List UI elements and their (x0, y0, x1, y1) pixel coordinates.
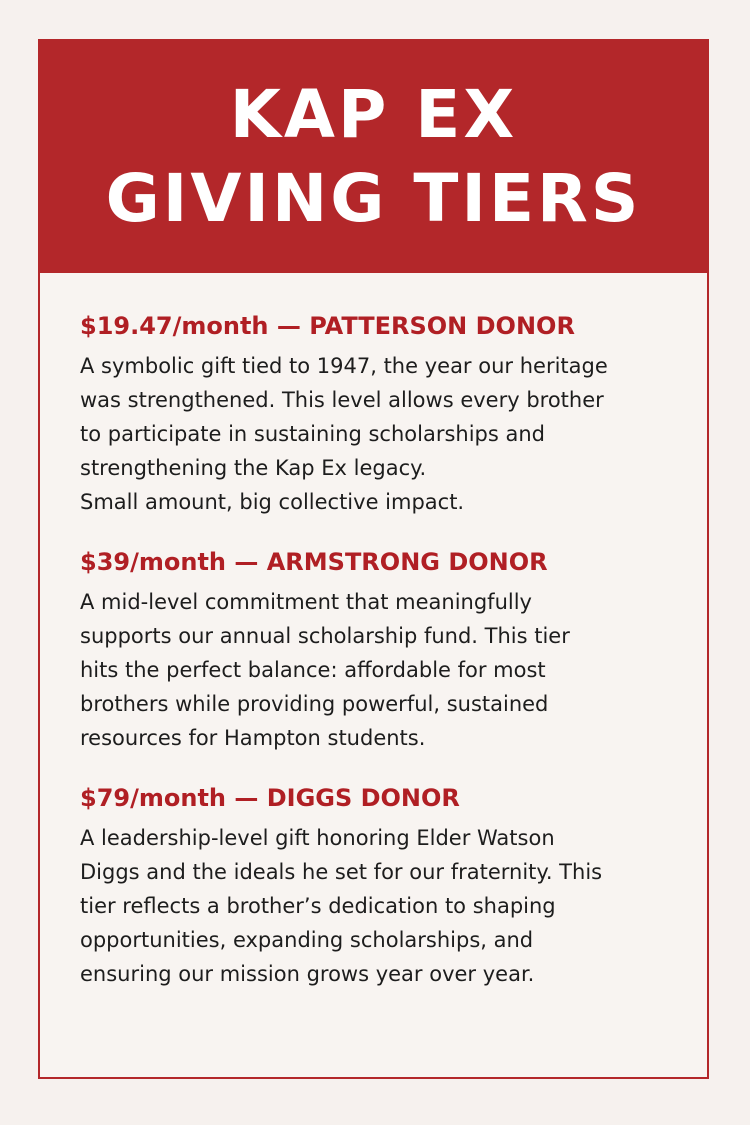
tier-description (80, 349, 680, 519)
tier-description-line: Diggs and the ideals he set for our fraternity. This (80, 860, 603, 884)
tier-description-line: to participate in sustaining scholarships and (80, 422, 545, 446)
tier-description-line: strengthening the Kap Ex legacy. (80, 456, 427, 480)
tier-description-line: brothers while providing powerful, sustained (80, 692, 549, 716)
tier-description-line: opportunities, expanding scholarships, and (80, 928, 534, 952)
tier-patterson (80, 309, 680, 519)
tier-description (80, 585, 680, 755)
tier-description-line: Small amount, big collective impact. (80, 490, 465, 514)
tier-heading: $39/month — ARMSTRONG DONOR (80, 548, 548, 576)
tier-description-line: A leadership-level gift honoring Elder Watson (80, 826, 555, 850)
giving-tiers-card (38, 39, 709, 1079)
tier-description-line: A mid-level commitment that meaningfully (80, 590, 532, 614)
tier-heading: $19.47/month — PATTERSON DONOR (80, 312, 575, 340)
tier-description (80, 821, 680, 991)
title-line-2: GIVING TIERS (105, 160, 642, 237)
tier-heading: $79/month — DIGGS DONOR (80, 784, 460, 812)
title-line-1: KAP EX (229, 76, 518, 153)
tier-description-line: tier reflects a brother’s dedication to shaping (80, 894, 556, 918)
tier-description-line: resources for Hampton students. (80, 726, 426, 750)
title-banner (40, 41, 707, 273)
tier-description-line: A symbolic gift tied to 1947, the year our heritage (80, 354, 608, 378)
tier-description-line: ensuring our mission grows year over year. (80, 962, 535, 986)
tier-description-line: was strengthened. This level allows every brother (80, 388, 604, 412)
tier-description-line: supports our annual scholarship fund. This tier (80, 624, 570, 648)
tier-description-line: hits the perfect balance: affordable for most (80, 658, 546, 682)
tier-list (80, 309, 680, 1017)
tier-armstrong (80, 545, 680, 755)
tier-diggs (80, 781, 680, 991)
